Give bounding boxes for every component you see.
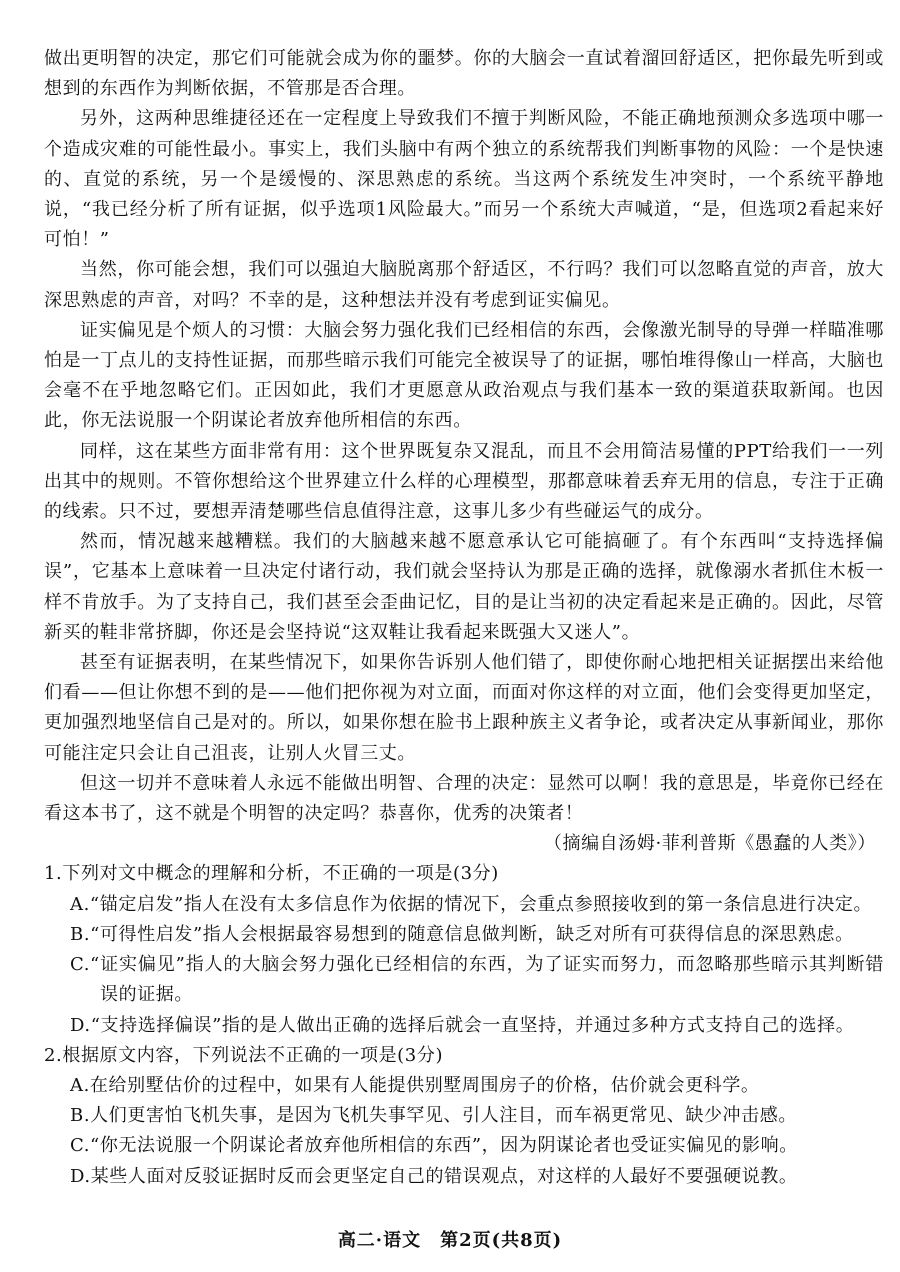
passage-paragraph: 甚至有证据表明，在某些情况下，如果你告诉别人他们错了，即使你耐心地把相关证据摆出来给他们看——但让你想不到的是——他们把你视为对立面，而面对你这样的对立面，他们会变得更加坚定，更加强烈地坚信自己是对的。所以，如果你想在脸书上跟种族主义者争论，或者决定从事新闻业，那你可能注定只会让自己沮丧，让别人火冒三丈。 xyxy=(44,652,884,764)
answer-option: C.“你无法说服一个阴谋论者放弃他所相信的东西”，因为阴谋论者也受证实偏见的影响。 xyxy=(70,1135,798,1157)
answer-option: D.“支持选择偏误”指的是人做出正确的选择后就会一直坚持，并通过多种方式支持自己的选择。 xyxy=(70,1014,855,1036)
passage-paragraph: 但这一切并不意味着人永远不能做出明智、合理的决定：显然可以啊！我的意思是，毕竟你已经在看这本书了，这不就是个明智的决定吗？恭喜你，优秀的决策者！ xyxy=(44,772,884,825)
answer-option: A.在给别墅估价的过程中，如果有人能提供别墅周围房子的价格，估价就会更科学。 xyxy=(70,1074,760,1096)
passage-paragraph: 做出更明智的决定，那它们可能就会成为你的噩梦。你的大脑会一直试着溜回舒适区，把你最先听到或想到的东西作为判断依据，不管那是否合理。 xyxy=(44,48,884,100)
passage-paragraph: 然而，情况越来越糟糕。我们的大脑越来越不愿意承认它可能搞砸了。有个东西叫“支持选择偏误”，它基本上意味着一旦决定付诸行动，我们就会坚持认为那是正确的选择，就像溺水者抓住木板一样不肯放手。为了支持自己，我们甚至会歪曲记忆，目的是让当初的决定看起来是正确的。因此，尽管新买的鞋非常挤脚，你还是会坚持说“这双鞋让我看起来既强大又迷人”。 xyxy=(44,531,884,643)
passage-paragraph: 同样，这在某些方面非常有用：这个世界既复杂又混乱，而且不会用简洁易懂的PPT给我们一一列出其中的规则。不管你想给这个世界建立什么样的心理模型，那都意味着丢弃无用的信息，专注于正确的线索。只不过，要想弄清楚哪些信息值得注意，这事儿多少有些碰运气的成分。 xyxy=(44,440,884,523)
question-2 xyxy=(44,1041,884,1192)
answer-option: A.“锚定启发”指人在没有太多信息作为依据的情况下，会重点参照接收到的第一条信息进行决定。 xyxy=(70,893,873,915)
passage-paragraph: 另外，这两种思维捷径还在一定程度上导致我们不擅于判断风险，不能正确地预测众多选项中哪一个造成灾难的可能性最小。事实上，我们头脑中有两个独立的系统帮我们判断事物的风险：一个是快速的、直觉的系统，另一个是缓慢的、深思熟虑的系统。当这两个系统发生冲突时，一个系统平静地说，“我已经分析了所有证据，似乎选项1风险最大。”而另一个系统大声喊道，“是，但选项2看起来好可怕！” xyxy=(44,108,884,251)
text-block xyxy=(44,44,884,1192)
question-1 xyxy=(44,859,884,1040)
answer-option: B.人们更害怕飞机失事，是因为飞机失事罕见、引人注目，而车祸更常见、缺少冲击感。 xyxy=(70,1105,797,1127)
answer-option: C.“证实偏见”指人的大脑会努力强化已经相信的东西，为了证实而努力，而忽略那些暗示其判断错误的证据。 xyxy=(70,954,884,1006)
source-citation: （摘编自汤姆·菲利普斯《愚蠢的人类》） xyxy=(543,833,876,855)
page-footer: 高二·语文 第2页(共8页) xyxy=(337,1230,563,1251)
answer-option: D.某些人面对反驳证据时反而会更坚定自己的错误观点，对这样的人最好不要强硬说教。 xyxy=(70,1165,798,1187)
passage xyxy=(44,44,884,829)
questions xyxy=(44,859,884,1191)
question-stem: 1.下列对文中概念的理解和分析，不正确的一项是(3分) xyxy=(44,863,499,885)
answer-option: B.“可得性启发”指人会根据最容易想到的随意信息做判断，缺乏对所有可获得信息的深思熟虑。 xyxy=(70,923,854,945)
question-stem: 2.根据原文内容，下列说法不正确的一项是(3分) xyxy=(44,1044,444,1066)
passage-paragraph: 证实偏见是个烦人的习惯：大脑会努力强化我们已经相信的东西，会像激光制导的导弹一样瞄准哪怕是一丁点儿的支持性证据，而那些暗示我们可能完全被误导了的证据，哪怕堆得像山一样高，大脑也会毫不在乎地忽略它们。正因如此，我们才更愿意从政治观点与我们基本一致的渠道获取新闻。也因此，你无法说服一个阴谋论者放弃他所相信的东西。 xyxy=(44,319,884,432)
passage-paragraph: 当然，你可能会想，我们可以强迫大脑脱离那个舒适区，不行吗？我们可以忽略直觉的声音，放大深思熟虑的声音，对吗？不幸的是，这种想法并没有考虑到证实偏见。 xyxy=(44,259,884,311)
